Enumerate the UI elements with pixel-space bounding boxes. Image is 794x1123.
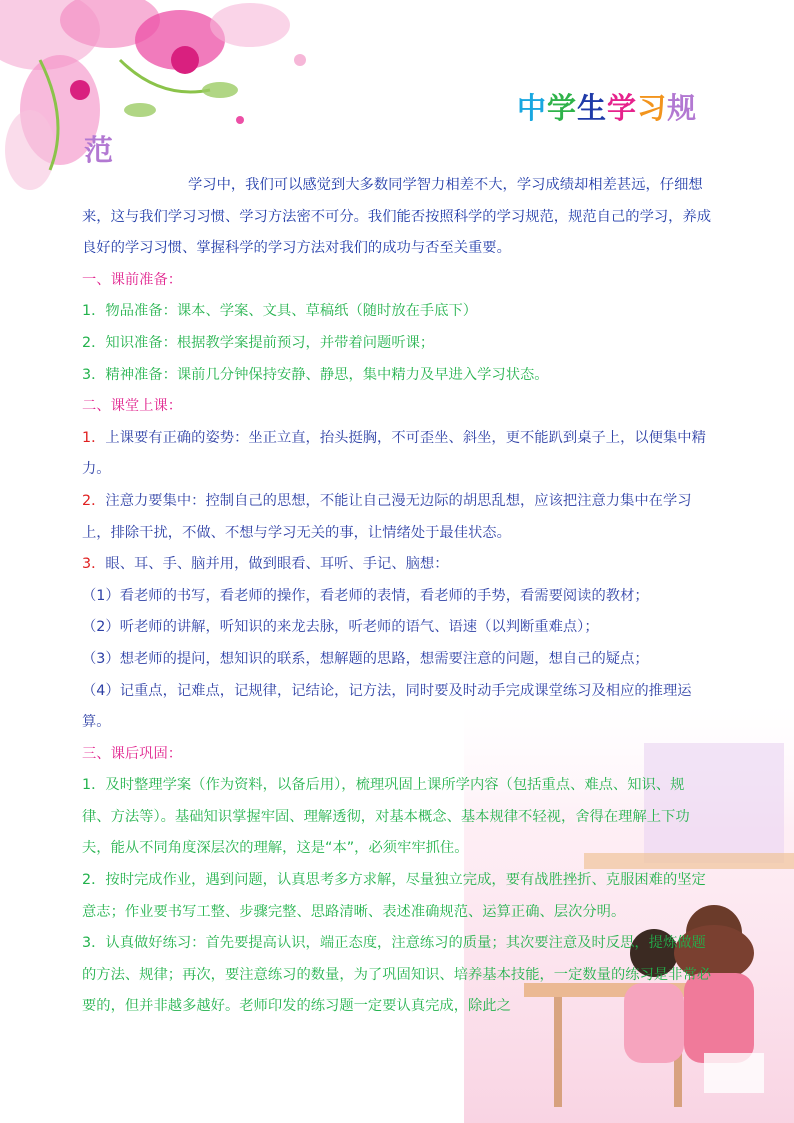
item-number: 2．	[82, 492, 106, 509]
title-char: 中	[517, 91, 548, 125]
list-item	[82, 486, 712, 549]
title-char: 学	[607, 91, 638, 125]
title-char: 学	[547, 91, 578, 125]
item-number: 3．	[82, 556, 106, 573]
intro-paragraph: 学习中，我们可以感觉到大多数同学智力相差不大，学习成绩却相差甚远，仔细想来，这与我们学习习惯、学习方法密不可分。我们能否按照科学的学习规范，规范自己的学习，养成良好的学习习惯、掌握科学的学习方法对我们的成功与否至关重要。	[82, 177, 712, 257]
item-text: 上课要有正确的姿势：坐正立直，抬头挺胸，不可歪坐、斜坐，更不能趴到桌子上，以便集中精力。	[82, 429, 706, 478]
title-char: 生	[577, 91, 608, 125]
sub-item: （3）想老师的提问，想知识的联系，想解题的思路，想需要注意的问题，想自己的疑点；	[82, 650, 649, 667]
item-text: 眼、耳、手、脑并用，做到眼看、耳听、手记、脑想：	[105, 556, 449, 573]
sub-item: （4）记重点，记难点，记规律，记结论，记方法，同时要及时动手完成课堂练习及相应的推理运算。	[82, 682, 692, 731]
list-item: 2．知识准备：根据教学案提前预习，并带着问题听课；	[82, 334, 435, 351]
list-item: 2．按时完成作业，遇到问题，认真思考多方求解，尽量独立完成，要有战胜挫折、克服困难的坚定意志；作业要书写工整、步骤完整、思路清晰、表述准确规范、运算正确、层次分明。	[82, 872, 706, 920]
list-item: 3．精神准备：课前几分钟保持安静、静思，集中精力及早进入学习状态。	[82, 366, 549, 383]
sub-item: （1）看老师的书写，看老师的操作，看老师的表情，看老师的手势，看需要阅读的教材；	[82, 587, 649, 604]
page-title-continuation: 范	[84, 133, 114, 167]
list-item	[82, 549, 712, 581]
document-body	[82, 170, 712, 1023]
title-char: 习	[637, 91, 668, 125]
sub-item: （2）听老师的讲解，听知识的来龙去脉，听老师的语气、语速（以判断重难点）；	[82, 619, 599, 636]
list-item	[82, 423, 712, 486]
list-item: 1．及时整理学案（作为资料，以备后用），梳理巩固上课所学内容（包括重点、难点、知识、规律、方法等）。基础知识掌握牢固、理解透彻，对基本概念、基本规律不轻视，舍得在理解上下功夫，能从不同角度深层次的理解，这是“本”，必须牢牢抓住。	[82, 777, 690, 857]
page-title	[517, 86, 697, 127]
section-heading: 三、课后巩固：	[82, 745, 183, 762]
list-item: 1．物品准备：课本、学案、文具、草稿纸（随时放在手底下）	[82, 303, 478, 320]
item-number: 1．	[82, 429, 106, 446]
list-item: 3．认真做好练习：首先要提高认识，端正态度，注意练习的质量；其次要注意及时反思，提炼做题的方法、规律；再次，要注意练习的数量，为了巩固知识、培养基本技能，一定数量的练习是非常必要的，但并非越多越好。老师印发的练习题一定要认真完成，除此之	[82, 935, 712, 1015]
section-heading: 二、课堂上课：	[82, 398, 183, 415]
title-char: 规	[667, 91, 698, 125]
item-text: 注意力要集中：控制自己的思想，不能让自己漫无边际的胡思乱想，应该把注意力集中在学习上，排除干扰，不做、不想与学习无关的事，让情绪处于最佳状态。	[82, 492, 692, 541]
section-heading: 一、课前准备：	[82, 271, 183, 288]
